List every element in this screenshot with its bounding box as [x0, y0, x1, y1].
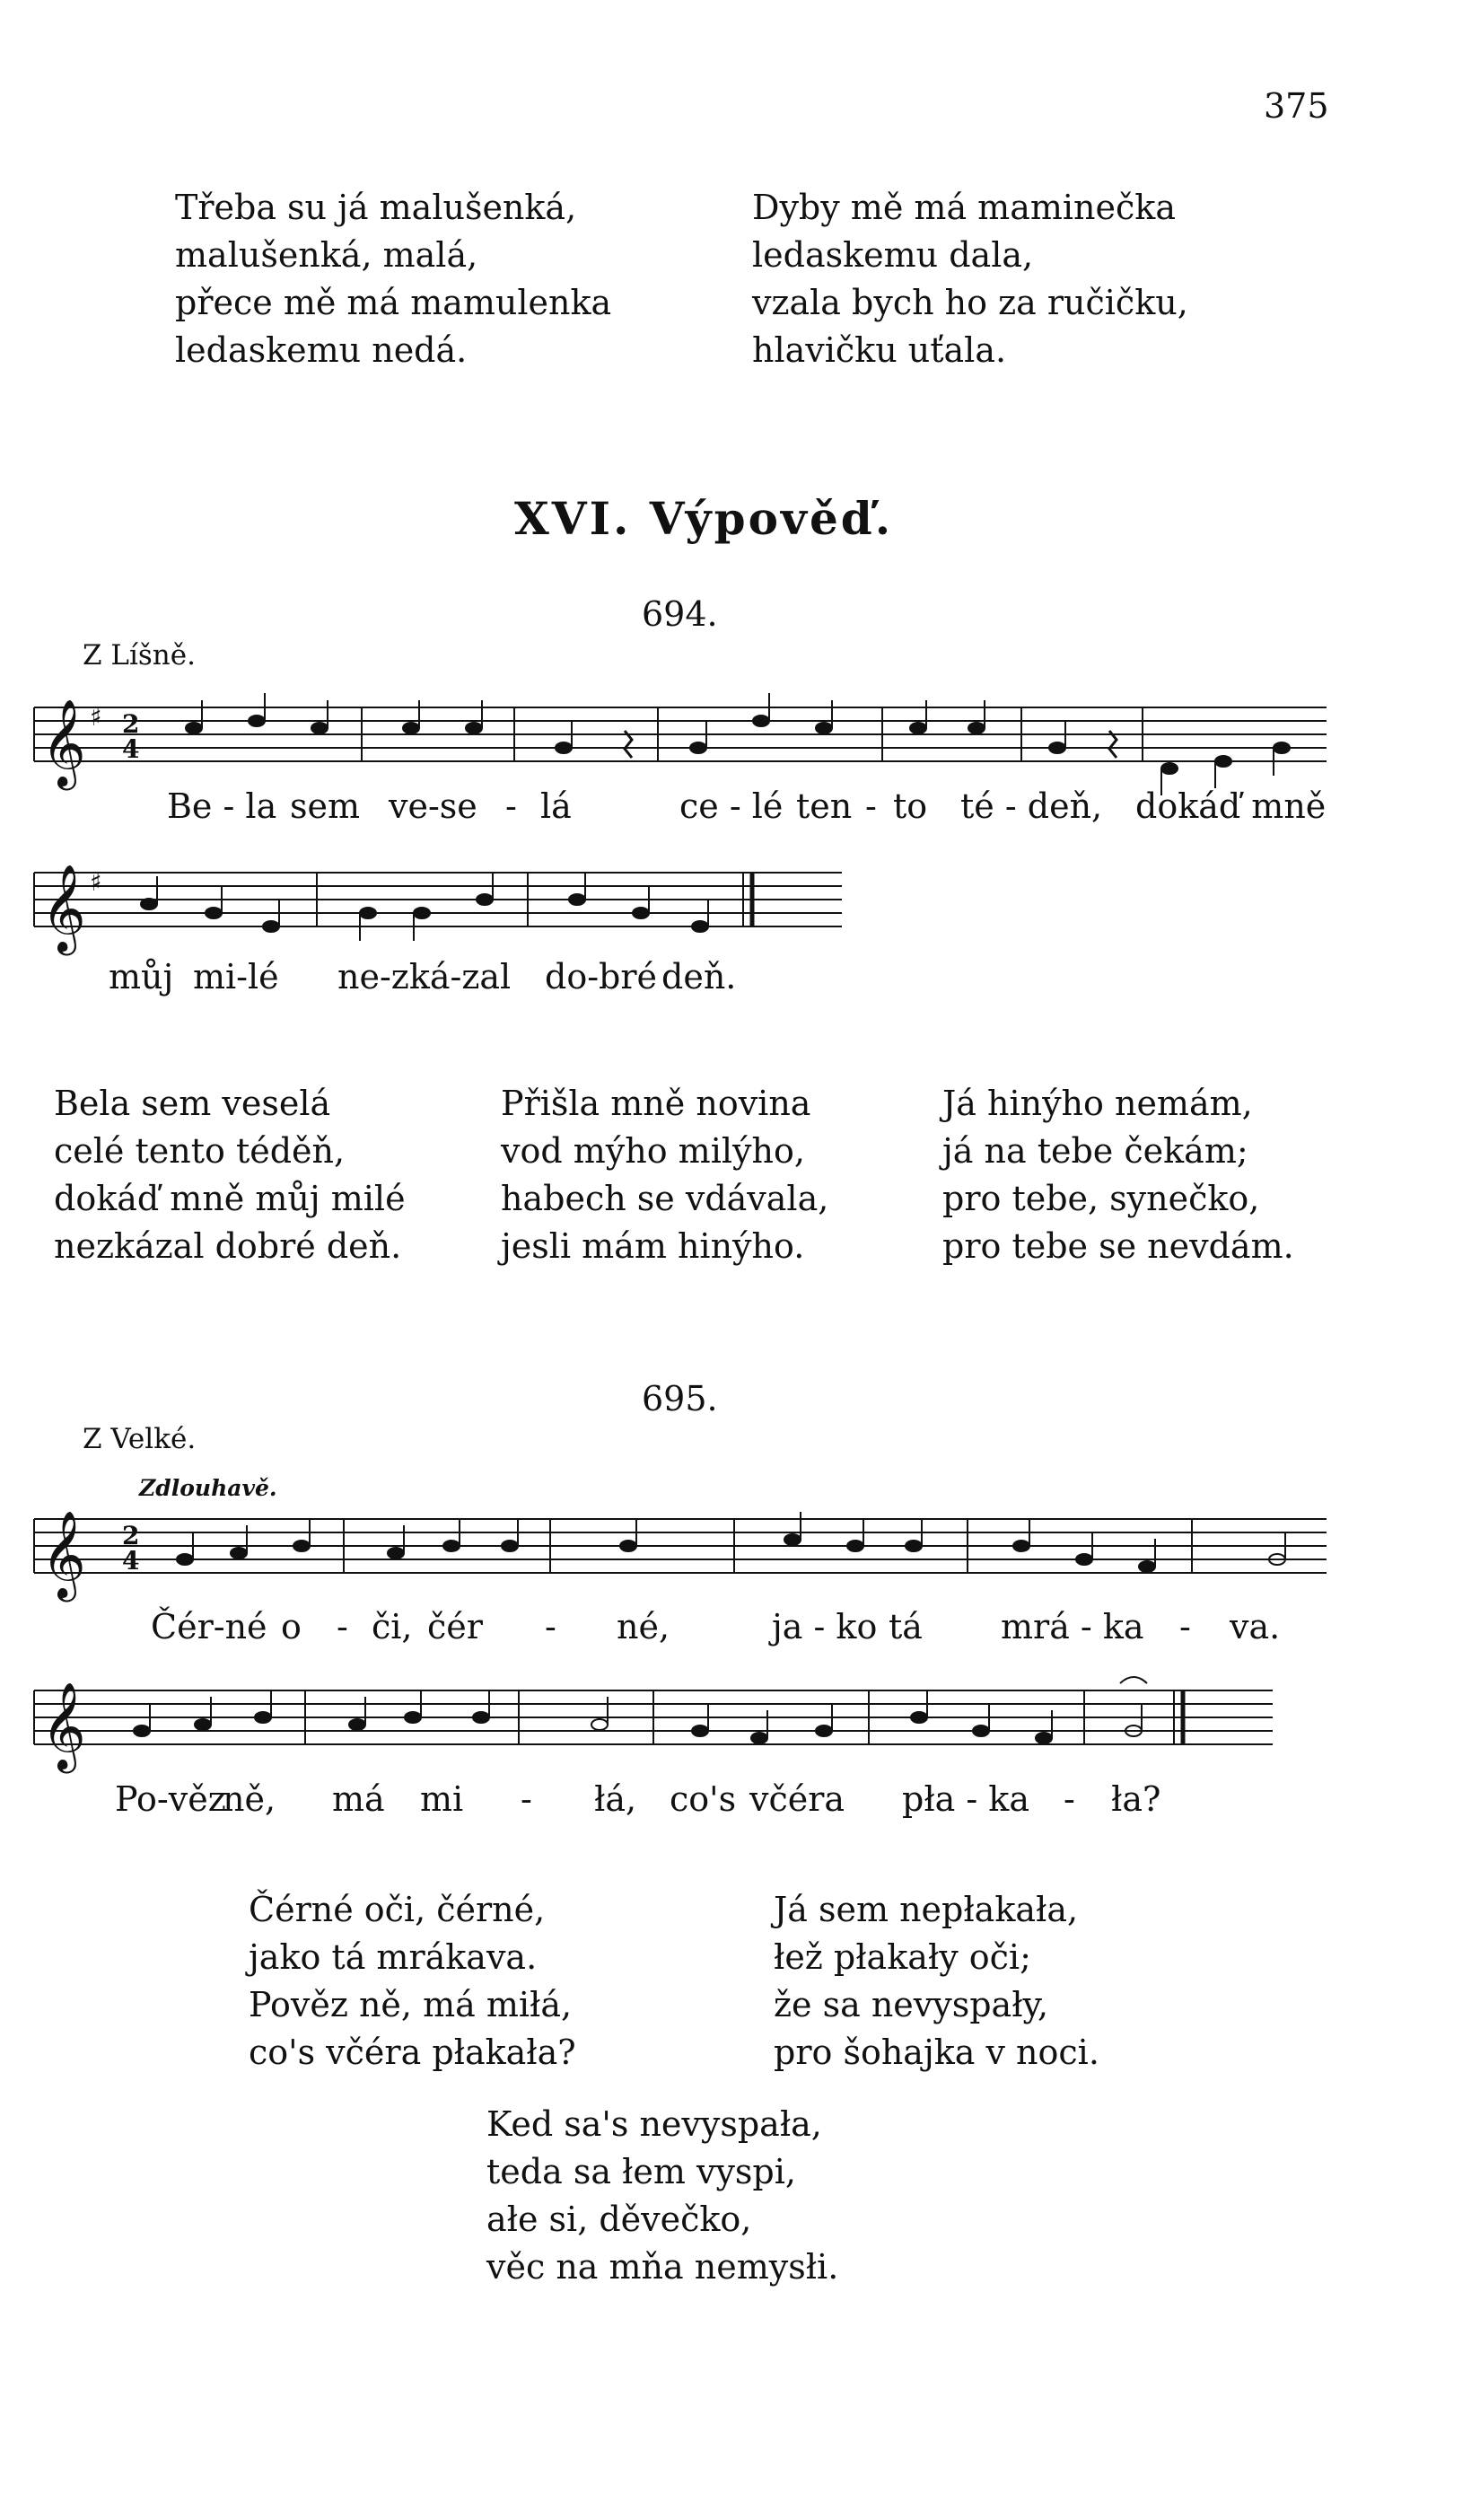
- stanza: [774, 1886, 1099, 2077]
- song-number: 695.: [642, 1379, 718, 1418]
- lyric-syllable: včéra: [749, 1779, 845, 1819]
- lyric-syllable: dokáď mně: [1135, 786, 1327, 826]
- song-origin: Z Velké.: [83, 1423, 197, 1455]
- verse-line: co's včéra płakała?: [249, 2033, 576, 2072]
- lyric-syllable: tá: [889, 1607, 923, 1646]
- music-staff: [34, 1681, 1273, 1771]
- lyric-syllable: -: [521, 1779, 532, 1819]
- verse-line: Bela sem veselá: [54, 1084, 331, 1123]
- stanza: [942, 1080, 1294, 1270]
- lyric-syllable: mrá - ka: [1001, 1607, 1144, 1646]
- svg-text:4: 4: [122, 1546, 140, 1576]
- lyric-syllable: va.: [1230, 1607, 1281, 1646]
- verse-line: teda sa łem vyspi,: [486, 2152, 796, 2191]
- lyric-syllable: co's: [670, 1779, 737, 1819]
- lyric-syllable: čér: [427, 1607, 483, 1646]
- verse-line: jesli mám hinýho.: [501, 1226, 805, 1266]
- svg-text:𝄞: 𝄞: [41, 1510, 86, 1598]
- section-title: XVI. Výpověď.: [514, 492, 894, 545]
- verse-line: ledaskemu nedá.: [175, 330, 468, 370]
- lyric-syllable: -: [505, 786, 517, 826]
- music-staff: [34, 698, 1327, 788]
- lyric-syllable: -: [1064, 1779, 1075, 1819]
- verse-line: Já sem nepłakała,: [774, 1890, 1079, 1929]
- lyric-syllable: ně,: [223, 1779, 276, 1819]
- continuation-stanza-right: [752, 184, 1188, 374]
- svg-text:♯: ♯: [90, 867, 102, 897]
- verse-line: věc na mňa nemysłi.: [486, 2247, 839, 2287]
- lyric-syllable: můj: [109, 957, 174, 997]
- music-staff: [34, 1510, 1327, 1600]
- verse-line: že sa nevyspały,: [774, 1985, 1049, 2024]
- lyric-syllable: sem: [290, 786, 361, 826]
- music-staff: [34, 864, 842, 953]
- lyric-syllable: deň.: [661, 957, 737, 997]
- song-origin: Z Líšně.: [83, 639, 196, 672]
- verse-line: habech se vdávala,: [501, 1179, 829, 1218]
- lyric-syllable: pła - ka: [902, 1779, 1029, 1819]
- lyric-syllable: -: [865, 786, 877, 826]
- lyric-syllable: Be - la: [167, 786, 277, 826]
- lyric-syllable: né,: [617, 1607, 670, 1646]
- verse-line: nezkázal dobré deň.: [54, 1226, 402, 1266]
- lyric-syllable: lá: [540, 786, 572, 826]
- verse-line: Ked sa's nevyspała,: [486, 2104, 822, 2144]
- verse-line: celé tento téděň,: [54, 1131, 346, 1171]
- verse-line: Já hinýho nemám,: [942, 1084, 1253, 1123]
- verse-line: pro šohajka v noci.: [774, 2033, 1099, 2072]
- lyric-syllable: ja - ko: [772, 1607, 878, 1646]
- lyric-syllable: ne-zká-zal: [337, 957, 512, 997]
- lyric-syllable: ten: [796, 786, 853, 826]
- svg-text:4: 4: [122, 734, 140, 764]
- svg-text:2: 2: [122, 1521, 140, 1550]
- lyric-syllable: do-bré: [545, 957, 658, 997]
- verse-line: ledaskemu dala,: [752, 235, 1034, 275]
- stanza: [249, 1886, 576, 2077]
- svg-text:𝄞: 𝄞: [41, 1681, 86, 1769]
- lyric-syllable: či,: [372, 1607, 413, 1646]
- song-number: 694.: [642, 594, 718, 634]
- verse-line: pro tebe, synečko,: [942, 1179, 1260, 1218]
- lyric-syllable: -: [337, 1607, 348, 1646]
- continuation-stanza-left: [175, 184, 611, 374]
- lyric-syllable: té - deň,: [960, 786, 1103, 826]
- lyric-syllable: ve-se: [389, 786, 477, 826]
- lyric-syllable: -: [545, 1607, 556, 1646]
- lyric-syllable: to: [893, 786, 928, 826]
- lyric-syllable: má: [332, 1779, 385, 1819]
- lyric-syllable: mi: [420, 1779, 464, 1819]
- verse-line: přece mě má mamulenka: [175, 283, 612, 322]
- svg-text:𝄞: 𝄞: [41, 864, 86, 952]
- verse-line: hlavičku uťala.: [752, 330, 1007, 370]
- lyric-syllable: ce - lé: [679, 786, 784, 826]
- lyric-syllable: łá,: [594, 1779, 637, 1819]
- verse-line: Třeba su já malušenká,: [175, 188, 577, 227]
- verse-line: pro tebe se nevdám.: [942, 1226, 1294, 1266]
- svg-text:♯: ♯: [90, 702, 102, 732]
- verse-line: Pověz ně, má miłá,: [249, 1985, 573, 2024]
- stanza: [486, 2101, 838, 2291]
- stanza: [54, 1080, 406, 1270]
- lyric-syllable: ła?: [1111, 1779, 1161, 1819]
- lyric-syllable: -: [1179, 1607, 1191, 1646]
- verse-line: Čérné oči, čérné,: [249, 1890, 546, 1929]
- verse-line: Dyby mě má maminečka: [752, 188, 1176, 227]
- lyric-syllable: Po-věz: [115, 1779, 226, 1819]
- verse-line: já na tebe čekám;: [942, 1131, 1248, 1171]
- verse-line: dokáď mně můj milé: [54, 1179, 406, 1218]
- lyric-syllable: Čér-né: [151, 1607, 267, 1646]
- verse-line: vzala bych ho za ručičku,: [752, 283, 1188, 322]
- lyric-syllable: mi-lé: [193, 957, 279, 997]
- tempo-marking: Zdlouhavě.: [139, 1475, 277, 1501]
- verse-line: vod mýho milýho,: [501, 1131, 805, 1171]
- lyric-syllable: o: [281, 1607, 302, 1646]
- verse-line: Přišla mně novina: [501, 1084, 811, 1123]
- page-number: 375: [1264, 86, 1329, 126]
- verse-line: jako tá mrákava.: [249, 1937, 538, 1977]
- verse-line: ałe si, děvečko,: [486, 2200, 752, 2239]
- svg-text:2: 2: [122, 709, 140, 739]
- stanza: [501, 1080, 828, 1270]
- verse-line: łež płakały oči;: [774, 1937, 1031, 1977]
- verse-line: malušenká, malá,: [175, 235, 478, 275]
- svg-text:𝄞: 𝄞: [41, 698, 86, 786]
